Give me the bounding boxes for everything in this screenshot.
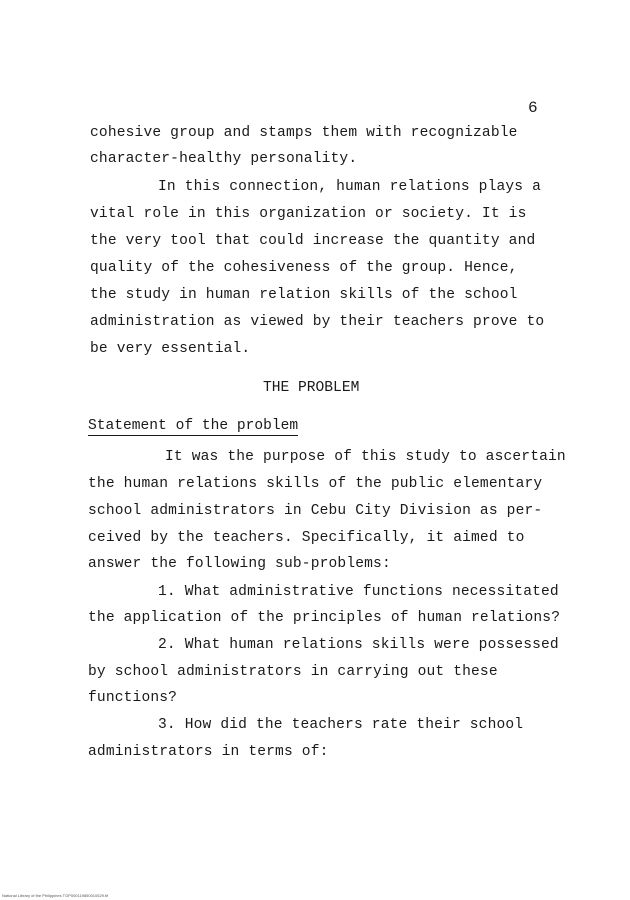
subsection-heading: Statement of the problem — [88, 418, 299, 434]
list-item-text: 1. What administrative functions necessitated — [158, 584, 559, 600]
text-line: quality of the cohesiveness of the group. Hence, — [90, 260, 518, 276]
text-line: It was the purpose of this study to ascertain — [165, 449, 566, 465]
text-line: school administrators in Cebu City Division as per- — [88, 503, 543, 519]
list-item-text: 3. How did the teachers rate their school — [158, 717, 524, 733]
scan-footer: National Library of the Philippines TGP000119850010529.tif — [2, 893, 109, 898]
text-line: answer the following sub-problems: — [88, 556, 391, 572]
list-item-text: 2. What human relations skills were possessed — [158, 637, 559, 653]
text-line: ceived by the teachers. Specifically, it aimed to — [88, 530, 525, 546]
text-line: vital role in this organization or society. It is — [90, 206, 527, 222]
page-number: 6 — [528, 99, 538, 117]
list-item-text: by school administrators in carrying out these — [88, 664, 498, 680]
text-line: character-healthy personality. — [90, 151, 358, 167]
list-item-text: administrators in terms of: — [88, 744, 329, 760]
text-line: the very tool that could increase the quantity and — [90, 233, 536, 249]
text-line: be very essential. — [90, 341, 251, 357]
text-line: the study in human relation skills of the school — [90, 287, 518, 303]
list-item-text: the application of the principles of human relations? — [88, 610, 561, 626]
text-line: In this connection, human relations plays a — [158, 179, 542, 195]
text-line: cohesive group and stamps them with recognizable — [90, 125, 518, 141]
text-line: the human relations skills of the public elementary — [88, 476, 543, 492]
section-heading: THE PROBLEM — [263, 380, 360, 396]
list-item-text: functions? — [88, 690, 178, 706]
text-line: administration as viewed by their teachers prove to — [90, 314, 545, 330]
